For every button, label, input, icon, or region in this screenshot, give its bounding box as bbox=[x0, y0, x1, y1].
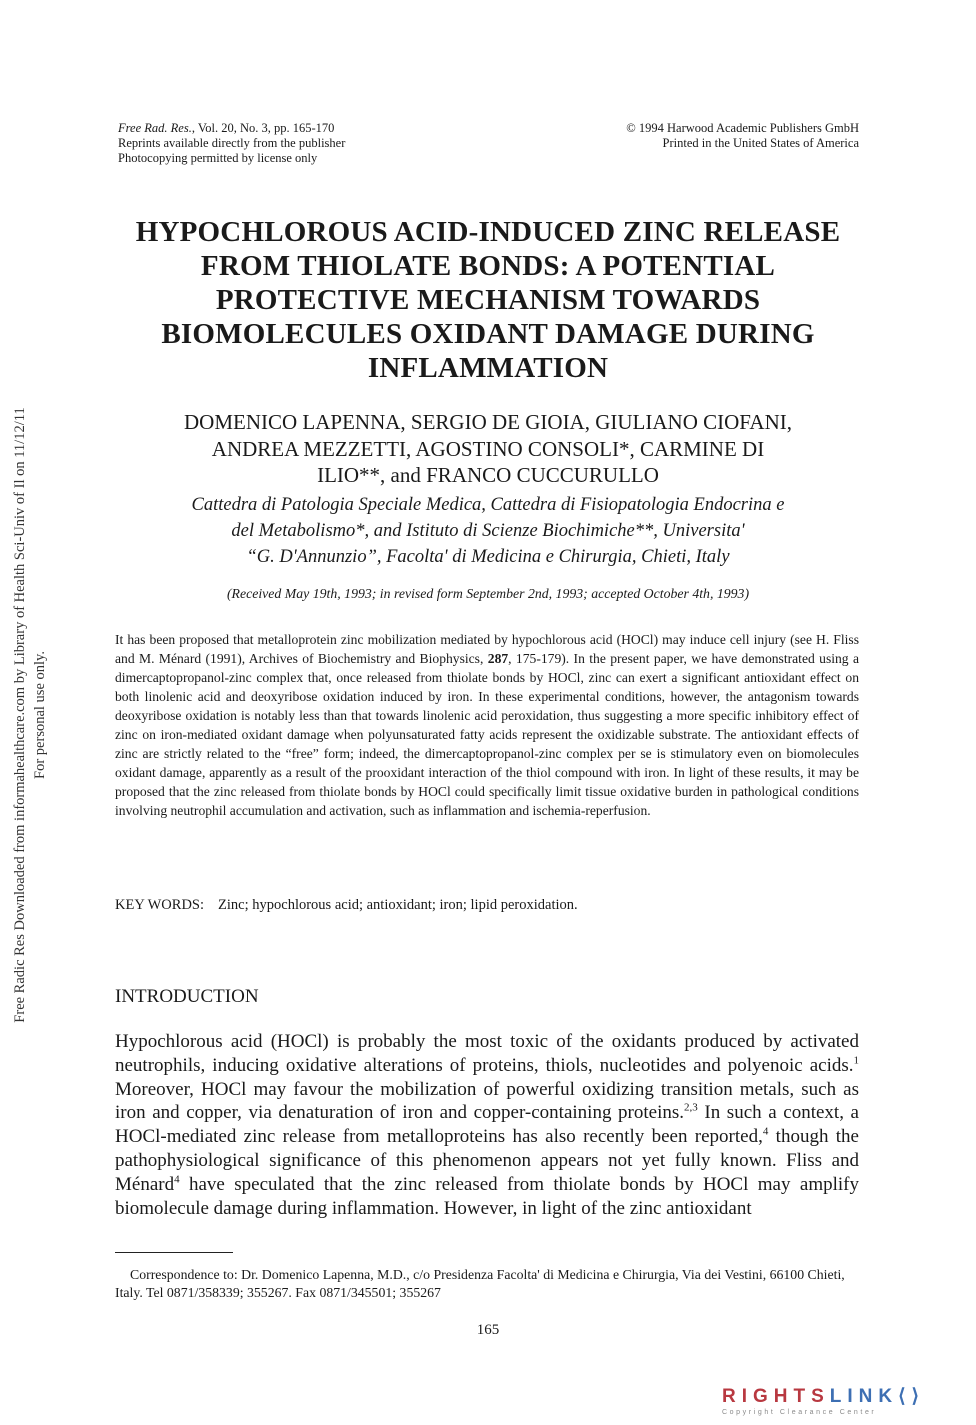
citation-ref: 4 bbox=[762, 1125, 769, 1138]
copyright-line: © 1994 Harwood Academic Publishers GmbH bbox=[626, 121, 859, 135]
citation-ref: 4 bbox=[174, 1173, 180, 1186]
photocopy-note: Photocopying permitted by license only bbox=[118, 151, 318, 165]
intro-text: have speculated that the zinc released from thiolate bonds by HOCl may amplify biomolecule damage during inflammation. However, in light of the zinc antioxidant bbox=[115, 1173, 859, 1219]
footnote-divider bbox=[115, 1252, 233, 1253]
intro-text: In such a context, a HOCl-mediated zinc release from metalloproteins has also recently been reported, bbox=[115, 1102, 859, 1148]
journal-volume: , Vol. 20, No. 3, pp. 165-170 bbox=[191, 121, 335, 135]
intro-text: though the pathophysiological significance of this phenomenon appears not yet fully known. Fliss and Ménard bbox=[115, 1126, 859, 1195]
rightslink-tagline: Copyright Clearance Center bbox=[722, 1409, 877, 1416]
abstract-text: It has been proposed that metalloprotein zinc mobilization mediated by hypochlorous acid (HOCl) may induce cell injury (see H. Fliss and M. Ménard (1991), Archives of Biochemistry and Biophysics, bbox=[115, 632, 859, 666]
journal-header-right bbox=[626, 121, 859, 151]
received-dates: (Received May 19th, 1993; in revised form September 2nd, 1993; accepted October 4th, 1993) bbox=[226, 586, 750, 601]
affiliation-line: Cattedra di Patologia Speciale Medica, Cattedra di Fisiopatologia Endocrina e bbox=[191, 495, 785, 515]
keywords bbox=[115, 896, 578, 915]
page-number: 165 bbox=[476, 1322, 500, 1338]
title-line: HYPOCHLOROUS ACID-INDUCED ZINC RELEASE bbox=[135, 216, 841, 248]
abstract-text: , 175-179). In the present paper, we have demonstrated using a dimercaptopropanol-zinc complex that, once released from thiolate bonds by HOCl, zinc can exert a significant antioxidant effect on both linolenic acid and deoxyribose oxidation induced by iron. In these experimental conditions, however, the antagonism towards deoxyribose oxidation is notably less than that towards linolenic acid peroxidation, thus suggesting a more specific inhibitory effect of zinc on iron-mediated oxidant damage when polyunsaturated fatty acids represent the oxidizable substrate. The antioxidant effects of zinc are strictly related to the “free” form; indeed, the dimercaptopropanol-zinc complex per se is stimulatory even on biomolecules oxidant damage, apparently as a result of the prooxidant interaction of the thiol compound with iron. In light of these results, it may be proposed that the zinc released from thiolate bonds by HOCl could specifically limit tissue oxidative burden in pathological conditions involving neutrophil accumulation and activation, such as inflammation and ischemia-reperfusion. bbox=[115, 651, 860, 818]
correspondence-footnote: Correspondence to: Dr. Domenico Lapenna, M.D., c/o Presidenza Facolta' di Medicina e Chirurgia, Via dei Vestini, 66100 Chieti, Italy. Tel 0871/358339; 355267. Fax 0871/345501; 355267 bbox=[115, 1267, 845, 1300]
abstract-volume: 287 bbox=[487, 651, 509, 666]
affiliations bbox=[110, 492, 866, 570]
section-heading: INTRODUCTION bbox=[115, 986, 259, 1007]
rightslink-logo-part2: LINK bbox=[829, 1386, 899, 1407]
title-line: PROTECTIVE MECHANISM TOWARDS bbox=[215, 284, 761, 316]
affiliation-line: del Metabolismo*, and Istituto di Scienze Biochimiche**, Universita' bbox=[231, 521, 745, 541]
rightslink-arrows-icon: ⟨⟩ bbox=[898, 1386, 925, 1407]
abstract bbox=[115, 630, 859, 820]
author-list bbox=[100, 409, 876, 489]
watermark-line-2: For personal use only. bbox=[32, 651, 48, 779]
intro-paragraph bbox=[115, 1030, 859, 1220]
download-watermark bbox=[0, 355, 60, 1075]
author-line: ANDREA MEZZETTI, AGOSTINO CONSOLI*, CARMINE DI bbox=[211, 436, 765, 461]
citation-ref: 2,3 bbox=[684, 1102, 698, 1115]
keywords-text: Zinc; hypochlorous acid; antioxidant; iron; lipid peroxidation. bbox=[218, 897, 578, 913]
watermark-line-1: Free Radic Res Downloaded from informahealthcare.com by Library of Health Sci-Univ of Il on 11/12/11 bbox=[12, 407, 28, 1023]
printed-line: Printed in the United States of America bbox=[662, 136, 859, 150]
intro-text: Moreover, HOCl may favour the mobilization of powerful oxidizing transition metals, such as iron and copper, via denaturation of iron and copper-containing proteins. bbox=[115, 1078, 859, 1124]
title-line: BIOMOLECULES OXIDANT DAMAGE DURING bbox=[161, 318, 815, 350]
author-line: DOMENICO LAPENNA, SERGIO DE GIOIA, GIULIANO CIOFANI, bbox=[184, 410, 792, 434]
rightslink-logo[interactable] bbox=[722, 1386, 962, 1420]
rightslink-logo-part1: RIGHTS bbox=[722, 1386, 830, 1407]
title-line: INFLAMMATION bbox=[367, 352, 609, 384]
keywords-label: KEY WORDS: bbox=[115, 897, 205, 913]
title-line: FROM THIOLATE BONDS: A POTENTIAL bbox=[200, 250, 776, 282]
reprints-note: Reprints available directly from the publisher bbox=[118, 136, 346, 150]
journal-name: Free Rad. Res. bbox=[118, 121, 192, 135]
intro-text: Hypochlorous acid (HOCl) is probably the most toxic of the oxidants produced by activated neutrophils, inducing oxidative alterations of proteins, thiols, nucleotides and polyenoic acids. bbox=[115, 1031, 859, 1076]
citation-ref: 1 bbox=[853, 1054, 859, 1067]
affiliation-line: “G. D'Annunzio”, Facolta' di Medicina e Chirurgia, Chieti, Italy bbox=[246, 547, 730, 567]
journal-header-left bbox=[118, 121, 345, 166]
paper-title bbox=[100, 215, 876, 385]
author-line: ILIO**, and FRANCO CUCCURULLO bbox=[317, 463, 659, 487]
